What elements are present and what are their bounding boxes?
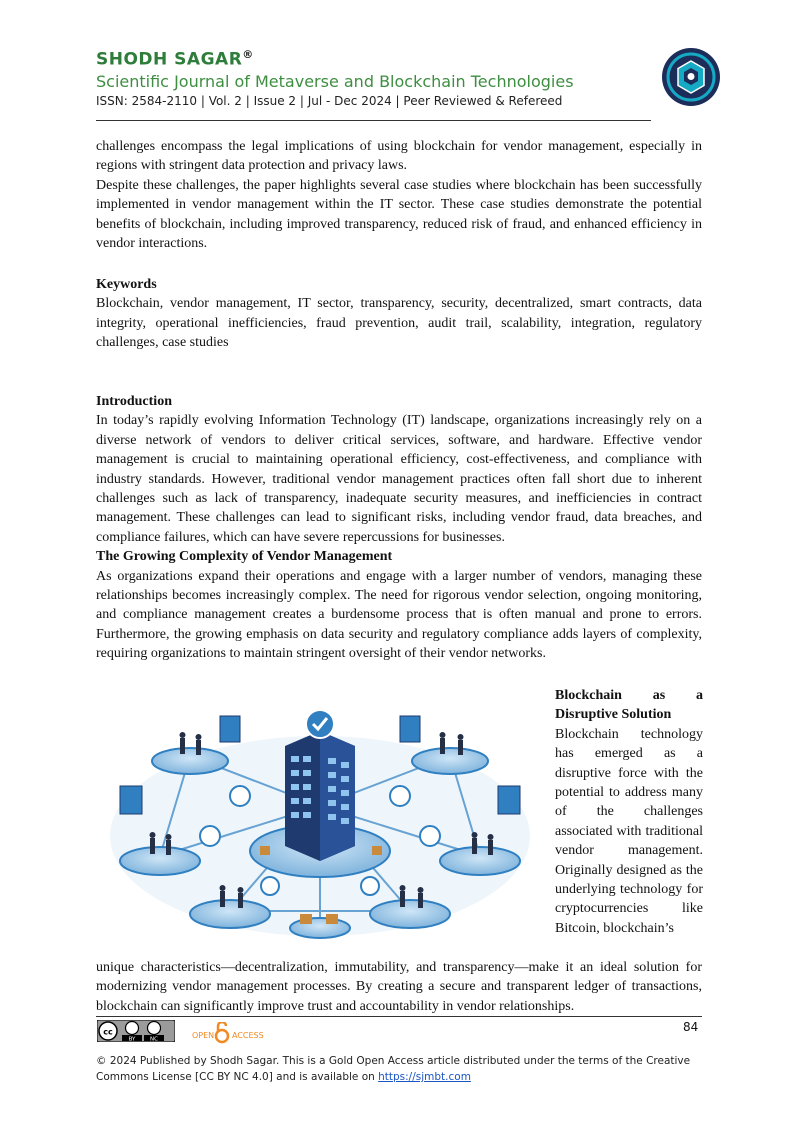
cc-license-icon xyxy=(97,1020,175,1042)
journal-title: Scientific Journal of Metaverse and Blockchain Technologies xyxy=(96,71,574,91)
complexity-heading: The Growing Complexity of Vendor Management xyxy=(96,549,393,565)
access-label: ACCESS xyxy=(232,1031,264,1040)
introduction-text: In today’s rapidly evolving Information Technology (IT) landscape, organizations increasingly rely on a diverse network of vendors to deliver critical services, software, and hardware. Effective vendor management is crucial to maintaining operational efficiency, cost-effectiveness, and compliance with industry standards. However, traditional vendor management practices often fall short due to inherent challenges such as lack of transparency, inadequate security measures, and inefficiencies in contract management. These challenges can lead to significant risks, including vendor fraud, data breaches, and compliance failures, which can have severe repercussions for businesses. xyxy=(96,413,702,545)
header-divider xyxy=(96,120,651,121)
abstract-paragraph: challenges encompass the legal implications of using blockchain for vendor management, especially in regions with stringent data protection and privacy laws. xyxy=(96,139,702,174)
footer-divider xyxy=(96,1016,702,1017)
keywords-text: Blockchain, vendor management, IT sector, transparency, security, decentralized, smart contracts, data integrity, operational inefficiencies, fraud prevention, audit trail, scalability, integration, regulatory challenges, case studies xyxy=(96,296,702,351)
svg-text:cc: cc xyxy=(103,1027,113,1037)
cc-by-label: BY xyxy=(128,1036,136,1042)
blockchain-network-illustration xyxy=(100,686,540,944)
disruptive-text: Blockchain technology has emerged as a disruptive force with the potential to address many of the challenges associated with traditional vendor management. Originally designed as the underlying technology for cryptocurrencies like Bitcoin, blockchain’s xyxy=(555,726,703,936)
disruptive-continuation xyxy=(96,958,702,1016)
license-statement xyxy=(96,1053,716,1085)
disruptive-heading: Blockchain as a Disruptive Solution xyxy=(555,688,703,723)
keywords-heading: Keywords xyxy=(96,277,157,292)
abstract-paragraph: Despite these challenges, the paper highlights several case studies where blockchain has been successfully implemented in vendor management within the IT sector. These case studies demonstrate the potential benefits of blockchain, including improved transparency, reduced risk of fraud, and enhanced efficiency in vendor interactions. xyxy=(96,177,702,252)
complexity-text: As organizations expand their operations and engage with a larger number of vendors, managing these relationships becomes increasingly complex. The need for rigorous vendor selection, ongoing monitoring, and compliance management creates a burdensome process that is often manual and prone to errors. Furthermore, the growing emphasis on data security and regulatory compliance adds layers of complexity, requiring organizations to maintain stringent oversight of their vendor networks. xyxy=(96,568,702,662)
journal-logo-icon xyxy=(661,47,721,107)
abstract-continuation xyxy=(96,137,702,253)
page-number: 84 xyxy=(683,1020,699,1034)
introduction-heading: Introduction xyxy=(96,394,172,409)
disruptive-continuation-text: unique characteristics—decentralization, immutability, and transparency—make it an ideal solution for modernizing vendor management processes. By creating a secure and transparent ledger of transactions, blockchain can significantly improve trust and accountability in vendor relationships. xyxy=(96,960,702,1014)
cc-nc-label: NC xyxy=(150,1036,158,1042)
journal-meta: ISSN: 2584-2110 | Vol. 2 | Issue 2 | Jul - Dec 2024 | Peer Reviewed & Refereed xyxy=(96,93,563,108)
disruptive-solution-column xyxy=(555,686,703,938)
journal-header xyxy=(96,48,716,108)
introduction-section xyxy=(96,392,702,664)
license-text: © 2024 Published by Shodh Sagar. This is a Gold Open Access article distributed under the terms of the Creative Commons License [CC BY NC 4.0] and is available on xyxy=(96,1055,691,1083)
keywords-section xyxy=(96,275,702,353)
journal-link[interactable]: https://sjmbt.com xyxy=(378,1071,471,1083)
open-label: OPEN xyxy=(192,1031,215,1040)
open-access-icon xyxy=(190,1022,270,1044)
publisher-brand: SHODH SAGAR® xyxy=(96,48,254,70)
